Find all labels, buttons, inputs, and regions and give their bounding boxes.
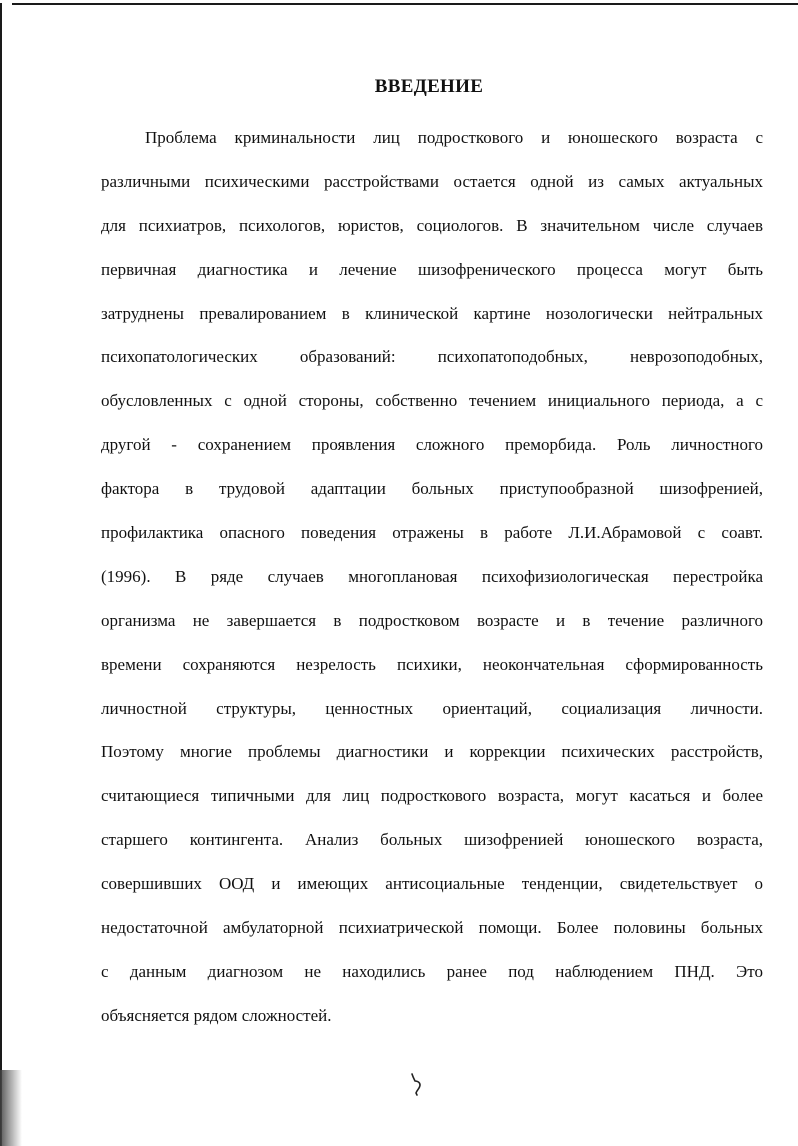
text-line: считающиеся типичными для лиц подросткового возраста, могут касаться и более	[101, 786, 763, 806]
text-line: первичная диагностика и лечение шизофренического процесса могут быть	[101, 259, 763, 279]
text-line: другой - сохранением проявления сложного преморбида. Роль личностного	[101, 435, 763, 455]
text-line: обусловленных с одной стороны, собственно течением инициального периода, а с	[101, 391, 763, 411]
text-line: организма не завершается в подростковом возрасте и в течение различного	[101, 610, 763, 630]
text-line: времени сохраняются незрелость психики, неокончательная сформированность	[101, 654, 763, 674]
text-line: для психиатров, психологов, юристов, социологов. В значительном числе случаев	[101, 215, 763, 235]
scan-shadow	[0, 1070, 22, 1146]
text-line: недостаточной амбулаторной психиатрической помощи. Более половины больных	[101, 918, 763, 938]
text-line: совершивших ООД и имеющих антисоциальные тенденции, свидетельствует о	[101, 874, 763, 894]
text-line: затруднены превалированием в клинической картине нозологически нейтральных	[101, 303, 763, 323]
scan-border-left	[0, 3, 2, 1146]
text-line: Проблема криминальности лиц подросткового и юношеского возраста с	[145, 128, 763, 147]
text-line: старшего контингента. Анализ больных шизофренией юношеского возраста,	[101, 830, 763, 850]
body-paragraph	[101, 116, 763, 1038]
text-line: психопатологических образований: психопатоподобных, неврозоподобных,	[101, 347, 763, 367]
text-line: различными психическими расстройствами остается одной из самых актуальных	[101, 171, 763, 191]
text-line: личностной структуры, ценностных ориентаций, социализация личности.	[101, 698, 763, 718]
text-line: с данным диагнозом не находились ранее под наблюдением ПНД. Это	[101, 961, 763, 981]
text-line: Поэтому многие проблемы диагностики и коррекции психических расстройств,	[101, 742, 763, 762]
text-line: фактора в трудовой адаптации больных приступообразной шизофренией,	[101, 479, 763, 499]
text-line: (1996). В ряде случаев многоплановая психофизиологическая перестройка	[101, 566, 763, 586]
page-title: ВВЕДЕНИЕ	[374, 76, 484, 97]
page-number-handwritten	[404, 1069, 428, 1099]
text-line: профилактика опасного поведения отражены в работе Л.И.Абрамовой с соавт.	[101, 523, 763, 543]
scan-border-top	[12, 3, 798, 5]
text-line: объясняется рядом сложностей.	[101, 1005, 332, 1025]
